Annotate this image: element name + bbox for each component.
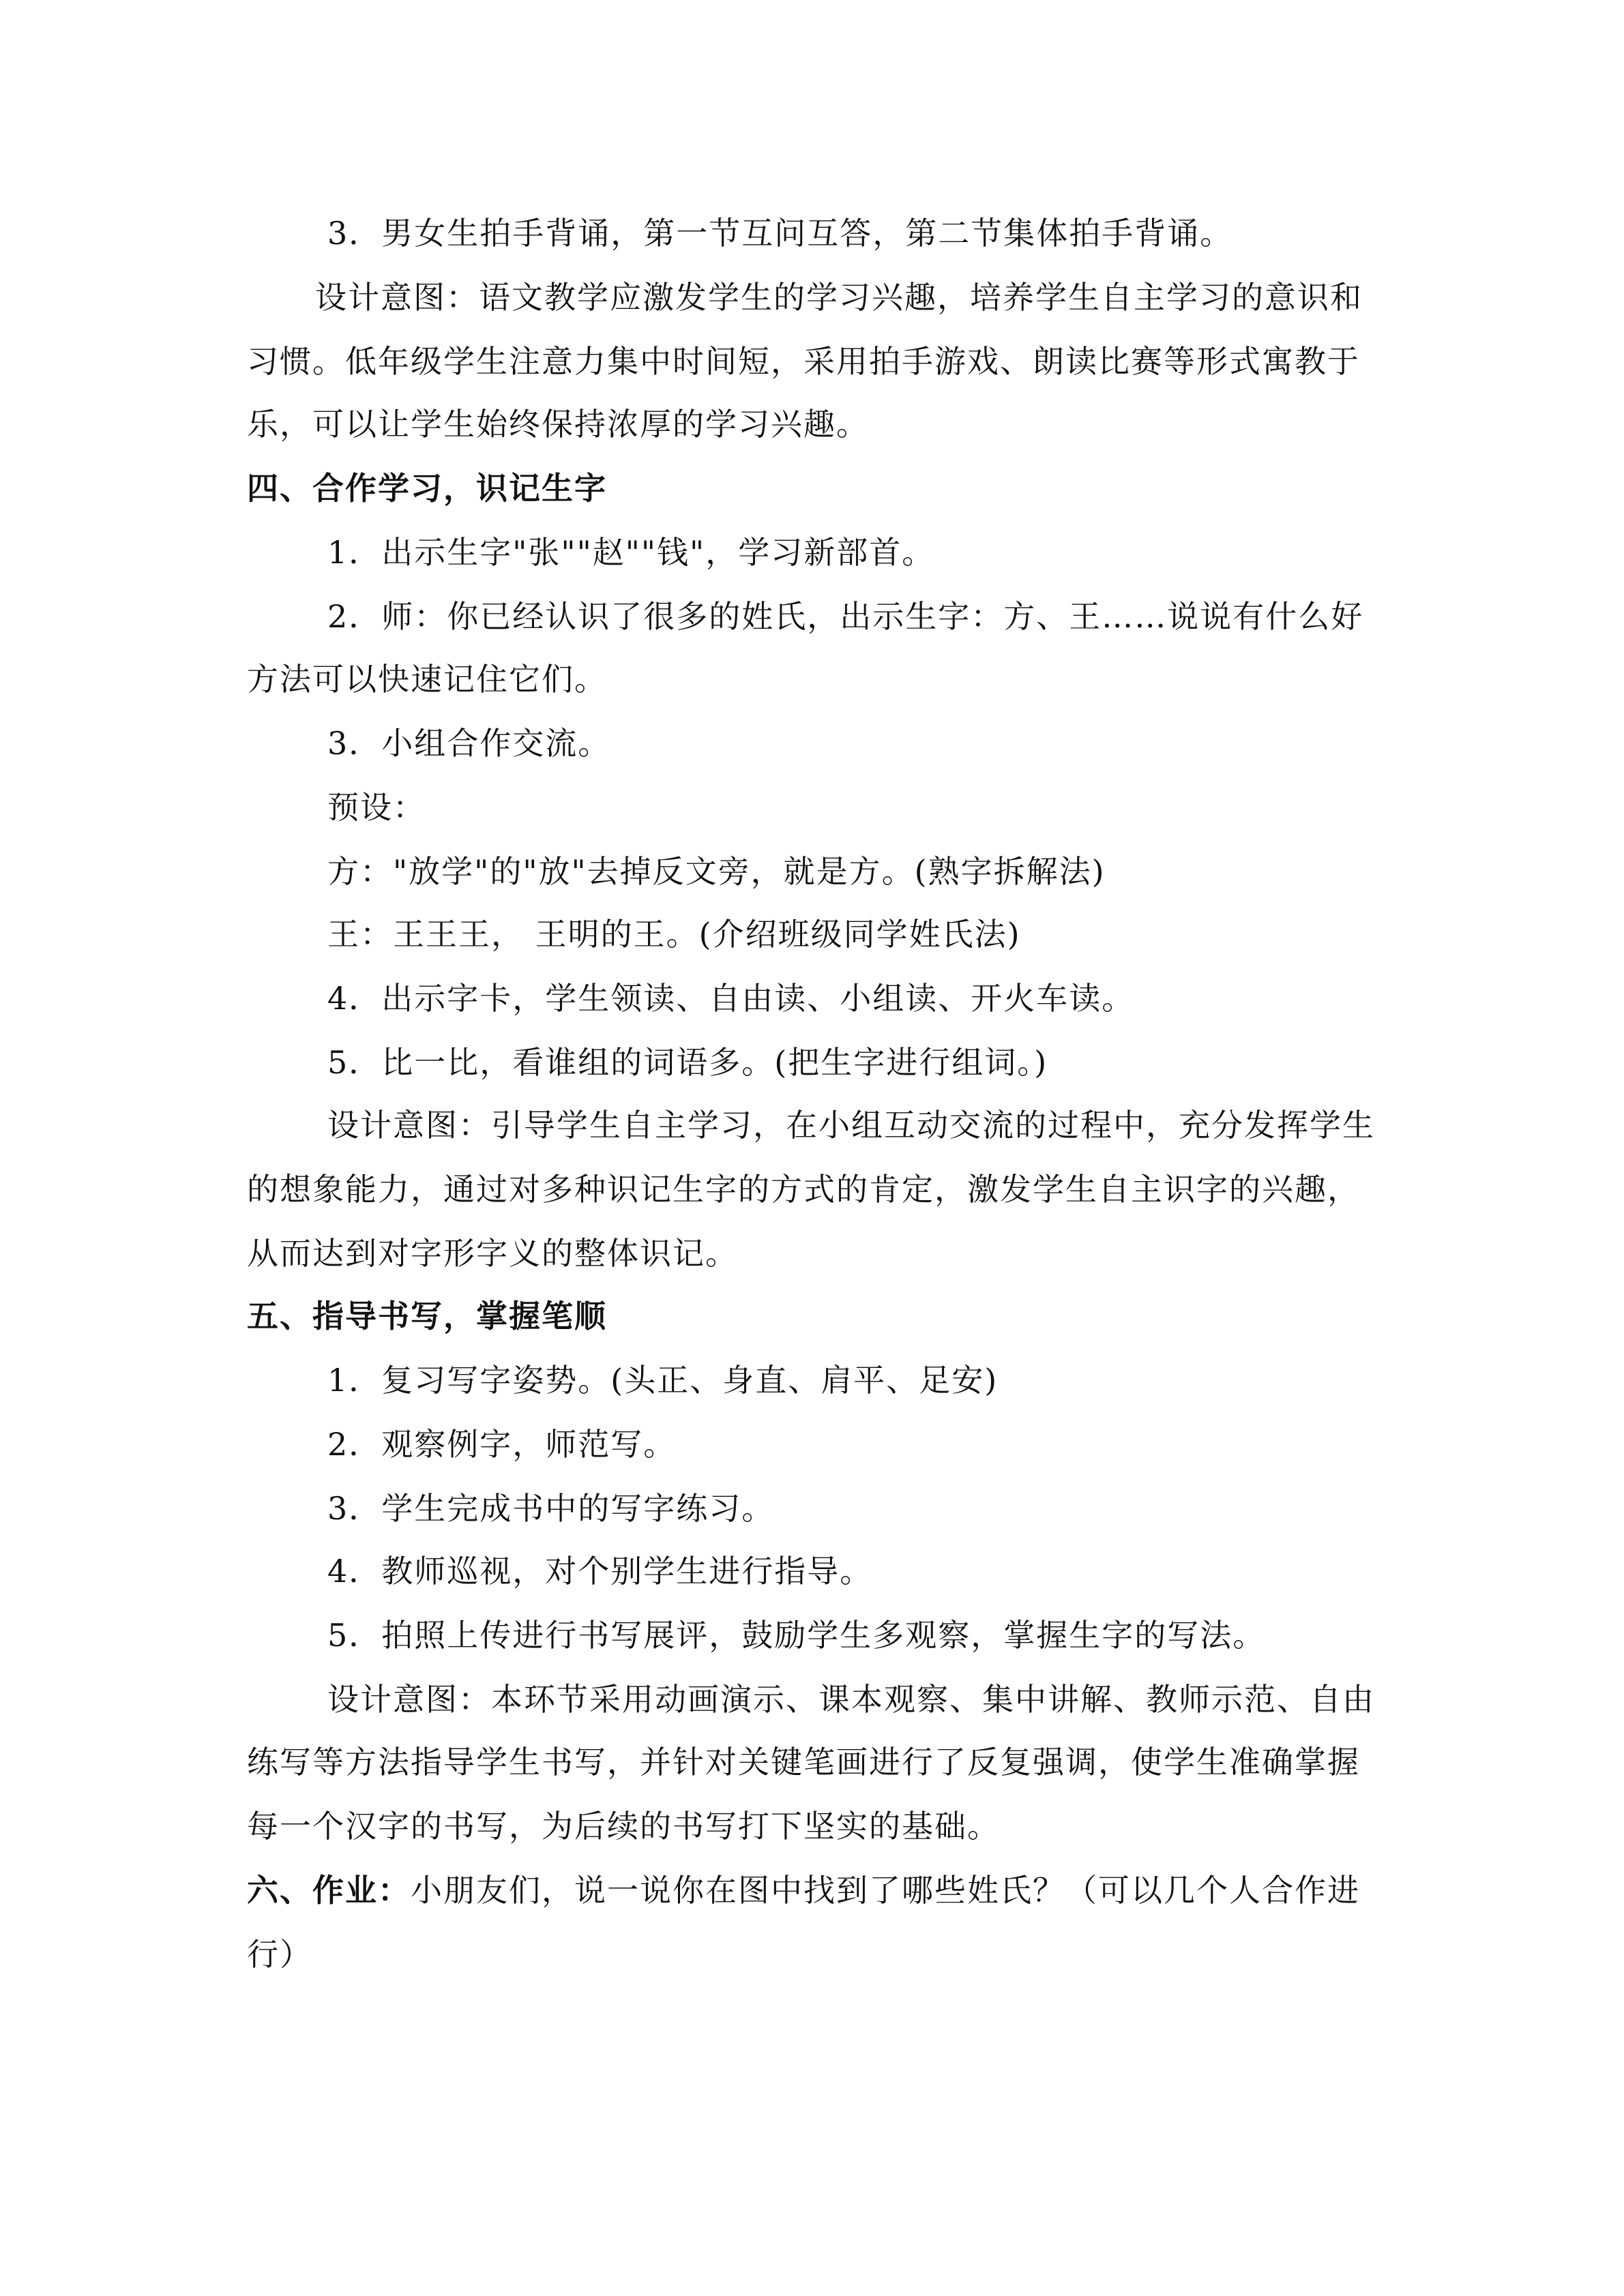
section-4-step-2-line-1: 2．师：你已经认识了很多的姓氏，出示生字：方、王……说说有什么好 <box>327 598 1364 635</box>
section-4-step-4: 4．出示字卡，学生领读、自由读、小组读、开火车读。 <box>327 980 1135 1017</box>
section-4-preset-wang: 王：王王王， 王明的王。(介绍班级同学姓氏法) <box>327 916 1021 953</box>
section-5-step-1: 1．复习写字姿势。(头正、身直、肩平、足安) <box>327 1362 999 1399</box>
section-4-step-2-line-2: 方法可以快速记住它们。 <box>247 661 607 698</box>
section-6-homework-text: 小朋友们，说一说你在图中找到了哪些姓氏？（可以几个人合作进 <box>411 1872 1360 1909</box>
section-4-step-1: 1．出示生字"张""赵""钱"，学习新部首。 <box>327 534 935 571</box>
section-5-step-3: 3．学生完成书中的写字练习。 <box>327 1490 775 1527</box>
section-4-step-5: 5．比一比，看谁组的词语多。(把生字进行组词。) <box>327 1044 1048 1081</box>
section-6-homework-line-2: 行） <box>247 1936 312 1973</box>
section-5-step-4: 4．教师巡视，对个别学生进行指导。 <box>327 1553 873 1590</box>
section-5-step-5: 5．拍照上传进行书写展评，鼓励学生多观察，掌握生字的写法。 <box>327 1617 1266 1654</box>
design-intent-3-line-2: 练写等方法指导学生书写，并针对关键笔画进行了反复强调，使学生准确掌握 <box>247 1744 1360 1780</box>
design-intent-1-line-3: 乐，可以让学生始终保持浓厚的学习兴趣。 <box>247 406 869 443</box>
design-intent-2-line-3: 从而达到对字形字义的整体识记。 <box>247 1235 738 1272</box>
section-5-step-2: 2．观察例字，师范写。 <box>327 1426 677 1463</box>
design-intent-3-line-1: 设计意图：本环节采用动画演示、课本观察、集中讲解、教师示范、自由 <box>327 1681 1375 1718</box>
design-intent-2-line-1: 设计意图：引导学生自主学习，在小组互动交流的过程中，充分发挥学生 <box>327 1107 1375 1144</box>
section-6-heading-label: 六、作业： <box>247 1872 411 1909</box>
design-intent-3-line-3: 每一个汉字的书写，为后续的书写打下坚实的基础。 <box>247 1808 1000 1845</box>
section-5-heading: 五、指导书写，掌握笔顺 <box>247 1298 607 1335</box>
design-intent-2-line-2: 的想象能力，通过对多种识记生字的方式的肯定，激发学生自主识字的兴趣， <box>247 1171 1360 1208</box>
section-4-step-3: 3．小组合作交流。 <box>327 725 611 762</box>
section-6-homework-line-1 <box>247 1870 1360 1911</box>
section-4-preset-label: 预设： <box>327 789 426 826</box>
section-4-preset-fang: 方："放学"的"放"去掉反文旁，就是方。(熟字拆解法) <box>327 853 1106 890</box>
design-intent-1-line-1: 设计意图：语文教学应激发学生的学习兴趣，培养学生自主学习的意识和 <box>315 279 1363 316</box>
section-4-heading: 四、合作学习，识记生字 <box>247 470 607 507</box>
design-intent-1-line-2: 习惯。低年级学生注意力集中时间短，采用拍手游戏、朗读比赛等形式寓教于 <box>247 343 1360 380</box>
step-3-recite: 3．男女生拍手背诵，第一节互问互答，第二节集体拍手背诵。 <box>327 215 1233 252</box>
